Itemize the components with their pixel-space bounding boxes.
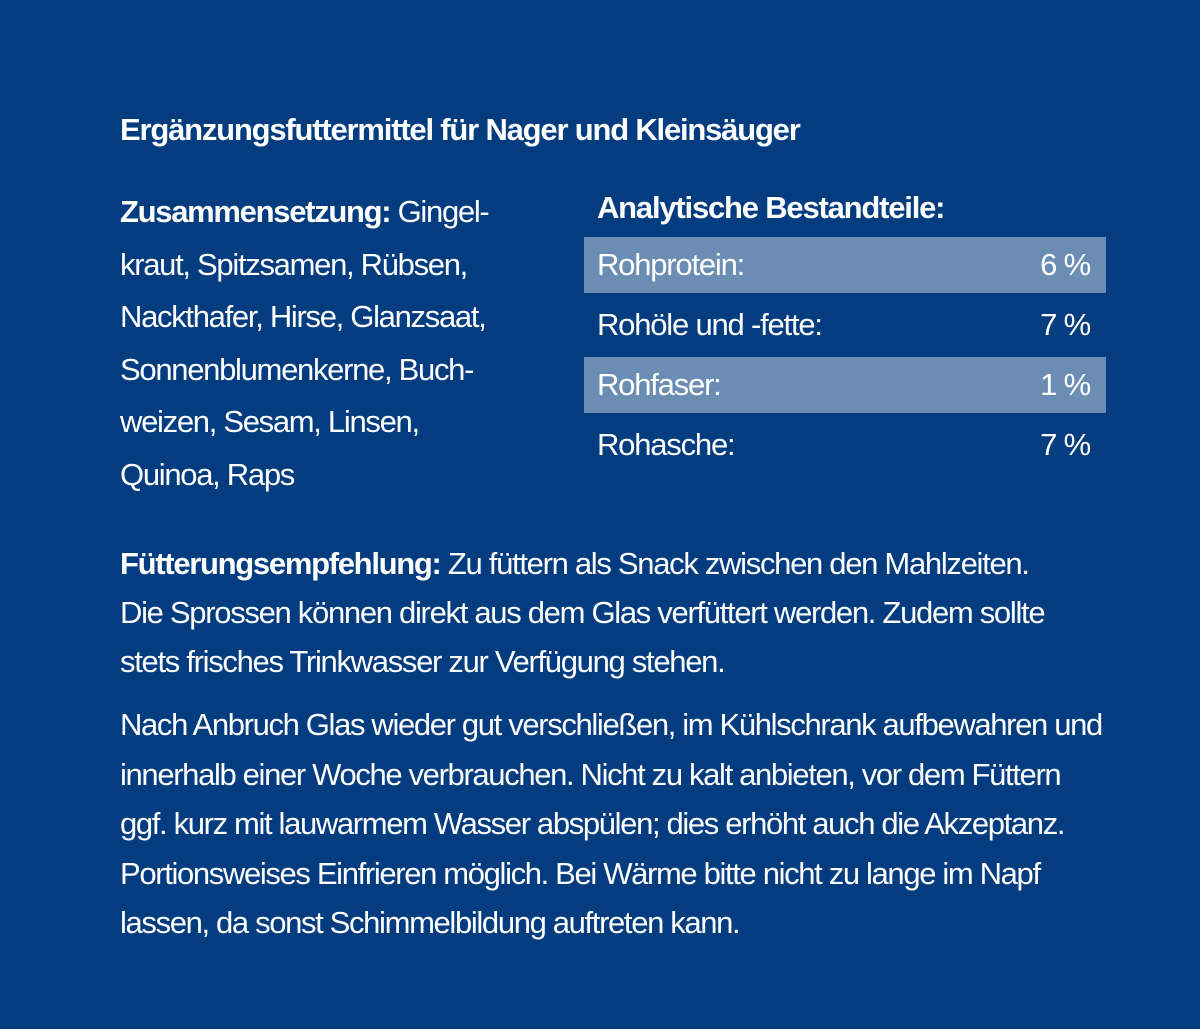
analysis-row-rohoele xyxy=(584,297,1106,353)
analysis-row-rohfaser xyxy=(584,357,1106,413)
composition-line: weizen, Sesam, Linsen, xyxy=(120,404,419,439)
composition-block xyxy=(120,186,560,501)
storage-instructions xyxy=(120,700,1120,948)
composition-text: Gingel- xyxy=(390,194,489,229)
storage-line: ggf. kurz mit lauwarmem Wasser abspülen; dies erhöht auch die Akzeptanz. xyxy=(120,806,1065,842)
composition-line: Quinoa, Raps xyxy=(120,456,294,492)
row-value: 6 % xyxy=(1040,247,1090,282)
row-value: 7 % xyxy=(1040,427,1090,462)
row-label: Rohöle und -fette: xyxy=(597,307,822,342)
feeding-label: Fütterungsempfehlung: xyxy=(120,546,441,581)
row-label: Rohfaser: xyxy=(597,367,721,402)
analysis-row-rohprotein xyxy=(584,237,1106,293)
row-value: 7 % xyxy=(1040,307,1090,342)
analysis-heading: Analytische Bestandteile: xyxy=(597,190,945,225)
feeding-line xyxy=(120,539,1120,588)
feeding-recommendation xyxy=(120,539,1120,686)
composition-line: Nackthafer, Hirse, Glanzsaat, xyxy=(120,299,486,334)
feeding-line: stets frisches Trinkwasser zur Verfügung stehen. xyxy=(120,644,725,679)
product-title: Ergänzungsfuttermittel für Nager und Kleinsäuger xyxy=(120,112,800,147)
composition-label: Zusammensetzung: xyxy=(120,194,391,229)
analysis-row-rohasche xyxy=(584,417,1106,473)
analysis-table xyxy=(584,237,1106,477)
storage-line: innerhalb einer Woche verbrauchen. Nicht zu kalt anbieten, vor dem Füttern xyxy=(120,756,1061,792)
row-label: Rohprotein: xyxy=(597,247,745,282)
storage-line: lassen, da sonst Schimmelbildung auftreten kann. xyxy=(120,905,740,941)
composition-line: Sonnenblumenkerne, Buch- xyxy=(120,351,474,387)
feeding-line: Die Sprossen können direkt aus dem Glas verfüttert werden. Zudem sollte xyxy=(120,595,1045,630)
storage-line: Nach Anbruch Glas wieder gut verschließen, im Kühlschrank aufbewahren und xyxy=(120,707,1102,742)
row-label: Rohasche: xyxy=(597,427,735,462)
composition-line xyxy=(120,186,560,239)
row-value: 1 % xyxy=(1040,367,1090,402)
feeding-text: Zu füttern als Snack zwischen den Mahlzeiten. xyxy=(440,546,1029,581)
composition-line: kraut, Spitzsamen, Rübsen, xyxy=(120,246,467,282)
storage-line: Portionsweises Einfrieren möglich. Bei Wärme bitte nicht zu lange im Napf xyxy=(120,855,1040,891)
